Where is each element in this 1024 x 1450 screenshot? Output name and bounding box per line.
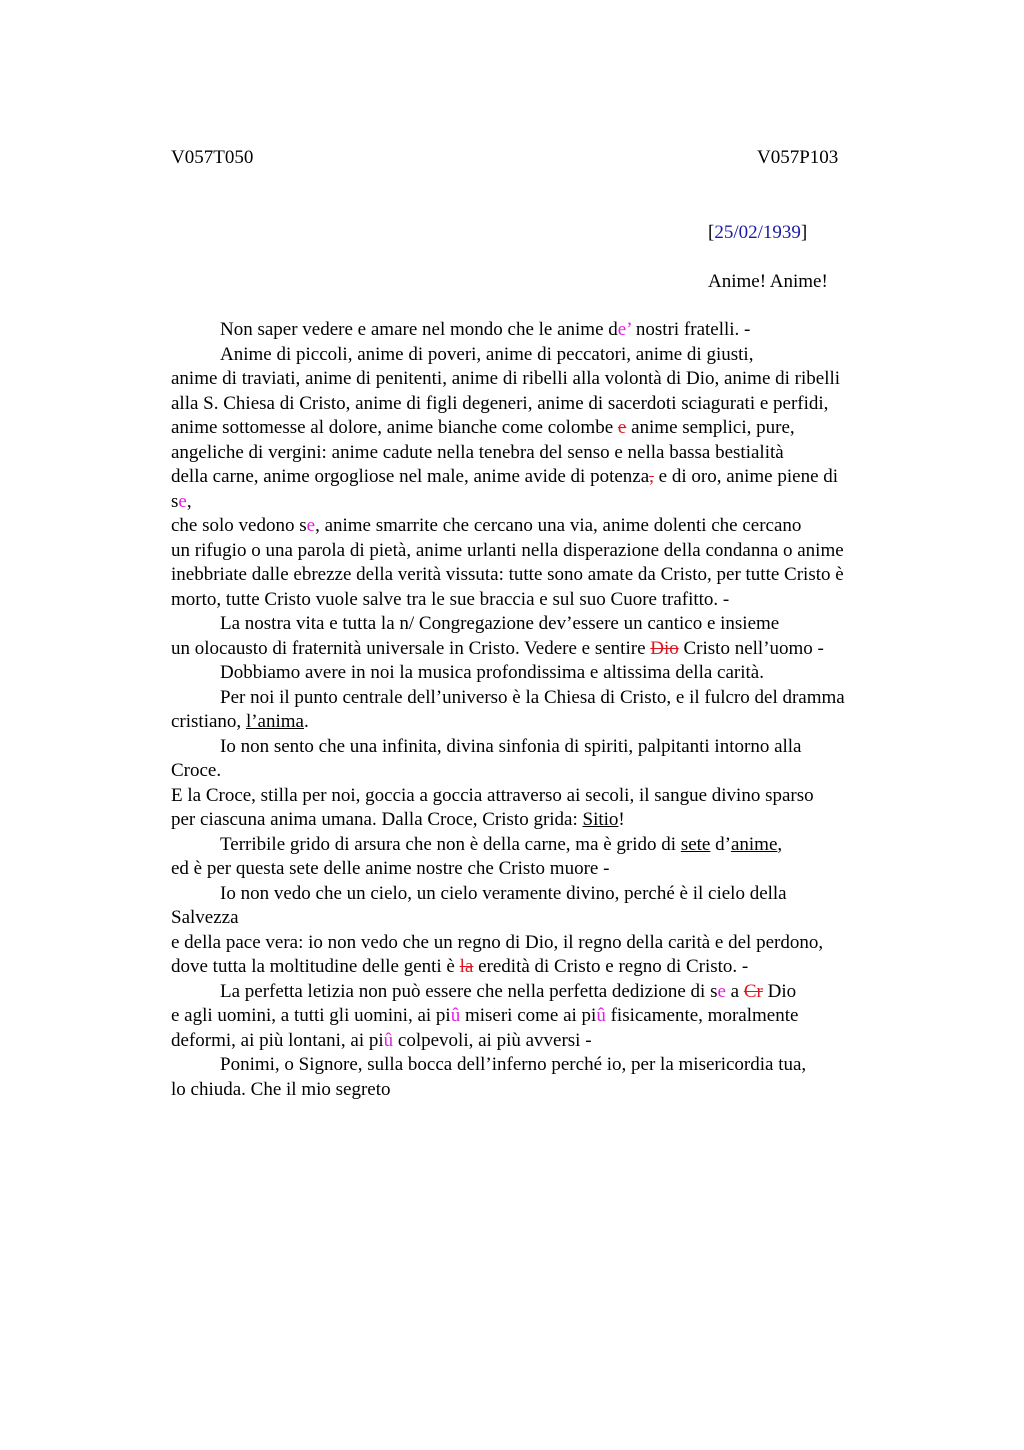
- underlined-text: anime: [730, 833, 778, 855]
- text-segment: Salvezza: [171, 907, 239, 928]
- text-segment: E la Croce, stilla per noi, goccia a goccia attraverso ai secoli, il sangue divino sparso: [171, 784, 814, 806]
- text-line: [171, 833, 911, 858]
- text-line: [171, 931, 911, 956]
- underlined-text: l’anima: [245, 711, 304, 732]
- text-line: [171, 441, 911, 466]
- text-segment: Io non vedo che un cielo, un cielo veramente divino, perché è il cielo della: [220, 882, 787, 904]
- text-segment: che solo vedono s: [171, 515, 307, 536]
- text-segment: ed è per questa sete delle anime nostre che Cristo muore -: [171, 858, 610, 879]
- inserted-text: e: [717, 980, 726, 1002]
- text-segment: un rifugio o una parola di pietà, anime urlanti nella disperazione della condanna o anime: [171, 539, 844, 561]
- text-line: [171, 563, 911, 588]
- text-line: [171, 1004, 911, 1029]
- text-line: [171, 367, 911, 392]
- text-segment: ,: [777, 833, 783, 855]
- text-line: [171, 980, 911, 1005]
- text-line: [171, 490, 911, 515]
- text-segment: e agli uomini, a tutti gli uomini, ai pi: [171, 1005, 451, 1026]
- text-line: [171, 1053, 911, 1078]
- text-segment: Croce.: [171, 760, 222, 781]
- text-line: [171, 1029, 911, 1054]
- deleted-text: ,: [649, 466, 654, 487]
- text-line: [171, 318, 911, 343]
- deleted-text: Cr: [743, 980, 763, 1002]
- inserted-text: e’: [617, 319, 632, 340]
- text-segment: e della pace vera: io non vedo che un regno di Dio, il regno della carità e del perdono,: [171, 931, 824, 953]
- text-segment: La perfetta letizia non può essere che nella perfetta dedizione di s: [220, 980, 718, 1002]
- text-segment: inebbriate dalle ebrezze della verità vissuta: tutte sono amate da Cristo, per tutte Cristo è: [171, 564, 844, 585]
- inserted-text: û: [383, 1029, 394, 1051]
- text-segment: anime sottomesse al dolore, anime bianche come colombe: [171, 417, 618, 438]
- text-segment: per ciascuna anima umana. Dalla Croce, Cristo grida:: [171, 809, 583, 830]
- text-segment: anime di traviati, anime di penitenti, anime di ribelli alla volontà di Dio, anime di ribelli: [171, 368, 841, 389]
- text-segment: Cristo nell’uomo -: [678, 637, 824, 659]
- text-line: [171, 808, 911, 833]
- text-segment: miseri come ai pi: [460, 1005, 597, 1026]
- deleted-text: e: [617, 417, 627, 438]
- date-value: 25/02/1939: [714, 222, 801, 243]
- text-segment: anime semplici, pure,: [626, 417, 795, 438]
- text-line: [171, 661, 911, 686]
- date-line: [708, 221, 807, 245]
- body-text: [171, 318, 911, 1102]
- text-segment: angeliche di vergini: anime cadute nella tenebra del senso e nella bassa bestialità: [171, 441, 784, 463]
- deleted-text: Dio: [650, 637, 679, 659]
- text-segment: La nostra vita e tutta la n/ Congregazione dev’essere un cantico e insieme: [220, 613, 780, 634]
- text-segment: , anime smarrite che cercano una via, anime dolenti che cercano: [315, 515, 802, 536]
- text-line: [171, 759, 911, 784]
- text-segment: Dobbiamo avere in noi la musica profondissima e altissima della carità.: [220, 662, 764, 683]
- text-line: [171, 416, 911, 441]
- text-line: [171, 955, 911, 980]
- text-line: [171, 686, 911, 711]
- inserted-text: û: [596, 1005, 606, 1026]
- text-line: [171, 343, 911, 368]
- text-segment: d’: [710, 833, 731, 855]
- text-segment: un olocausto di fraternità universale in Cristo. Vedere e sentire: [171, 637, 651, 659]
- text-segment: dove tutta la moltitudine delle genti è: [171, 956, 460, 977]
- text-segment: s: [171, 490, 179, 512]
- underlined-text: Sitio: [582, 809, 619, 830]
- text-line: [171, 539, 911, 564]
- text-line: [171, 784, 911, 809]
- text-line: [171, 710, 911, 735]
- text-line: [171, 1078, 911, 1103]
- document-title: Anime! Anime!: [708, 271, 828, 292]
- text-segment: morto, tutte Cristo vuole salve tra le sue braccia e sul suo Cuore trafitto. -: [171, 588, 730, 610]
- document-code-right: V057P103: [757, 147, 839, 168]
- inserted-text: e: [306, 515, 316, 536]
- text-segment: Per noi il punto centrale dell’universo è la Chiesa di Cristo, e il fulcro del dramma: [220, 686, 845, 708]
- text-line: [171, 514, 911, 539]
- text-segment: .: [303, 711, 309, 732]
- text-segment: della carne, anime orgogliose nel male, anime avide di potenza: [171, 466, 650, 487]
- deleted-text: la: [459, 956, 474, 977]
- text-line: [171, 882, 911, 907]
- text-segment: Non saper vedere e amare nel mondo che le anime d: [220, 319, 618, 340]
- date-open-bracket: [: [708, 222, 715, 243]
- text-line: [171, 612, 911, 637]
- text-segment: deformi, ai più lontani, ai pi: [171, 1029, 384, 1051]
- text-line: [171, 588, 911, 613]
- text-segment: ,: [186, 490, 192, 512]
- text-segment: alla S. Chiesa di Cristo, anime di figli degeneri, anime di sacerdoti sciagurati e perfidi,: [171, 392, 829, 414]
- text-segment: lo chiuda. Che il mio segreto: [171, 1078, 391, 1100]
- text-segment: a: [725, 980, 744, 1002]
- inserted-text: û: [450, 1005, 461, 1026]
- underlined-text: sete: [680, 833, 711, 855]
- text-segment: Io non sento che una infinita, divina sinfonia di spiriti, palpitanti intorno alla: [220, 735, 802, 757]
- text-segment: nostri fratelli. -: [631, 319, 751, 340]
- text-line: [171, 857, 911, 882]
- text-segment: !: [618, 809, 625, 830]
- text-line: [171, 392, 911, 417]
- text-segment: Dio: [762, 980, 797, 1002]
- document-code-left: V057T050: [171, 147, 254, 168]
- text-segment: Terribile grido di arsura che non è della carne, ma è grido di: [220, 833, 681, 855]
- text-segment: cristiano,: [171, 711, 246, 732]
- text-segment: Anime di piccoli, anime di poveri, anime di peccatori, anime di giusti,: [220, 343, 754, 365]
- text-segment: colpevoli, ai più avversi -: [393, 1029, 592, 1051]
- text-segment: fisicamente, moralmente: [605, 1005, 799, 1026]
- text-line: [171, 906, 911, 931]
- text-segment: eredità di Cristo e regno di Cristo. -: [473, 956, 749, 977]
- text-segment: e di oro, anime piene di: [653, 466, 839, 487]
- text-line: [171, 637, 911, 662]
- inserted-text: e: [178, 490, 187, 512]
- text-line: [171, 465, 911, 490]
- text-line: [171, 735, 911, 760]
- text-segment: Ponimi, o Signore, sulla bocca dell’inferno perché io, per la misericordia tua,: [220, 1054, 807, 1075]
- date-close-bracket: ]: [800, 222, 808, 243]
